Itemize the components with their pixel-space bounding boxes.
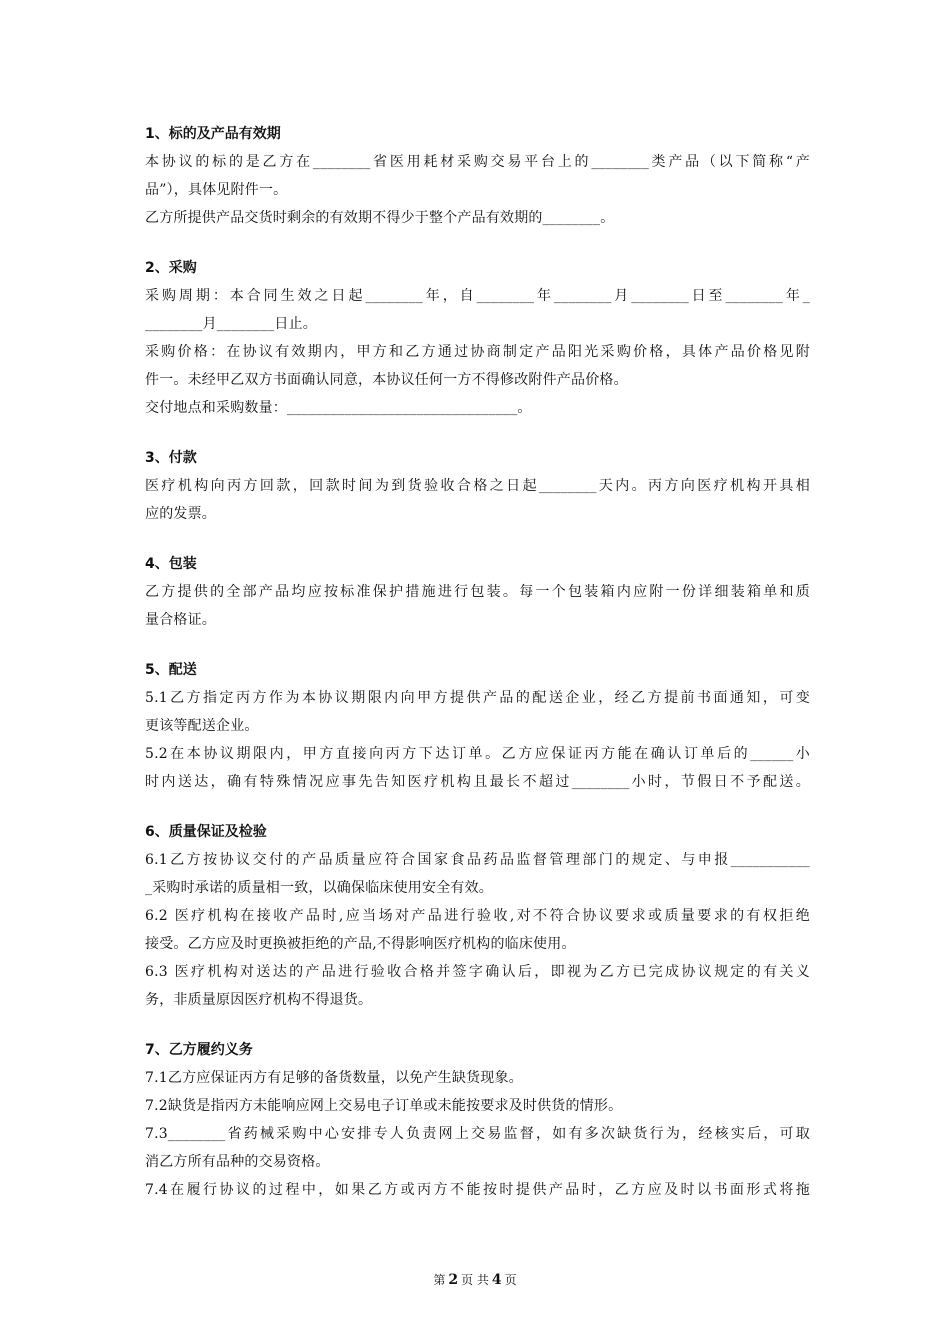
paragraph-line: ________月________日止。 [145,316,317,332]
paragraph-line: 本协议的标的是乙方在________省医用耗材采购交易平台上的________类产品（以下简称“产 [145,154,810,170]
section-title: 4、包装 [145,556,197,572]
paragraph-line: 采购周期：本合同生效之日起________年，自________年________月________日至________年_ [145,288,810,304]
section-5 [145,656,810,796]
section-title: 1、标的及产品有效期 [145,126,281,142]
paragraph-line: 更该等配送企业。 [145,718,259,734]
section-6 [145,818,810,1014]
section-4 [145,550,810,634]
footer-suffix: 页 [504,1273,517,1287]
paragraph-line: 6.2 医疗机构在接收产品时,应当场对产品进行验收,对不符合协议要求或质量要求的有权拒绝 [145,908,810,924]
section-title: 2、采购 [145,260,197,276]
section-title: 3、付款 [145,450,197,466]
paragraph-line: 时内送达，确有特殊情况应事先告知医疗机构且最长不超过________小时，节假日不予配送。 [145,774,810,790]
paragraph-line: 5.1乙方指定丙方作为本协议期限内向甲方提供产品的配送企业，经乙方提前书面通知，可变 [145,690,810,706]
paragraph-line: 应的发票。 [145,506,216,522]
paragraph-line: 7.4在履行协议的过程中，如果乙方或丙方不能按时提供产品时，乙方应及时以书面形式将拖 [145,1182,810,1198]
paragraph-line: 7.2缺货是指丙方未能响应网上交易电子订单或未能按要求及时供货的情形。 [145,1098,623,1114]
section-1 [145,120,810,232]
section-title: 5、配送 [145,662,197,678]
paragraph-line: 5.2在本协议期限内，甲方直接向丙方下达订单。乙方应保证丙方能在确认订单后的______小 [145,746,810,762]
paragraph-line: 采购价格：在协议有效期内，甲方和乙方通过协商制定产品阳光采购价格，具体产品价格见附 [145,344,810,360]
paragraph-line: 务，非质量原因医疗机构不得退货。 [145,992,373,1008]
paragraph-line: 7.3________省药械采购中心安排专人负责网上交易监督，如有多次缺货行为，经核实后，可取 [145,1126,810,1142]
section-title: 7、乙方履约义务 [145,1042,253,1058]
paragraph-line: 6.3 医疗机构对送达的产品进行验收合格并签字确认后，即视为乙方已完成协议规定的有关义 [145,964,810,980]
paragraph-line: 品”），具体见附件一。 [145,182,288,198]
footer-middle: 页 共 [461,1273,489,1287]
paragraph-line: 7.1乙方应保证丙方有足够的备货数量，以免产生缺货现象。 [145,1070,523,1086]
paragraph-line: _采购时承诺的质量相一致，以确保临床使用安全有效。 [145,880,493,896]
section-3 [145,444,810,528]
section-2 [145,254,810,422]
paragraph-line: 交付地点和采购数量：________________________________。 [145,400,532,416]
document-page [145,120,810,1226]
paragraph-line: 乙方所提供产品交货时剩余的有效期不得少于整个产品有效期的________。 [145,210,615,226]
paragraph-line: 6.1乙方按协议交付的产品质量应符合国家食品药品监督管理部门的规定、与申报___________ [145,852,810,868]
paragraph-line: 接受。乙方应及时更换被拒绝的产品,不得影响医疗机构的临床使用。 [145,936,576,952]
footer-prefix: 第 [433,1273,446,1287]
section-title: 6、质量保证及检验 [145,824,267,840]
paragraph-line: 量合格证。 [145,612,216,628]
footer-current-page: 2 [448,1272,459,1288]
paragraph-line: 医疗机构向丙方回款，回款时间为到货验收合格之日起________天内。丙方向医疗机构开具相 [145,478,810,494]
page-footer [0,1270,950,1290]
footer-total-pages: 4 [491,1272,502,1288]
paragraph-line: 消乙方所有品种的交易资格。 [145,1154,330,1170]
paragraph-line: 乙方提供的全部产品均应按标准保护措施进行包装。每一个包装箱内应附一份详细装箱单和质 [145,584,810,600]
section-7 [145,1036,810,1204]
paragraph-line: 件一。未经甲乙双方书面确认同意，本协议任何一方不得修改附件产品价格。 [145,372,628,388]
